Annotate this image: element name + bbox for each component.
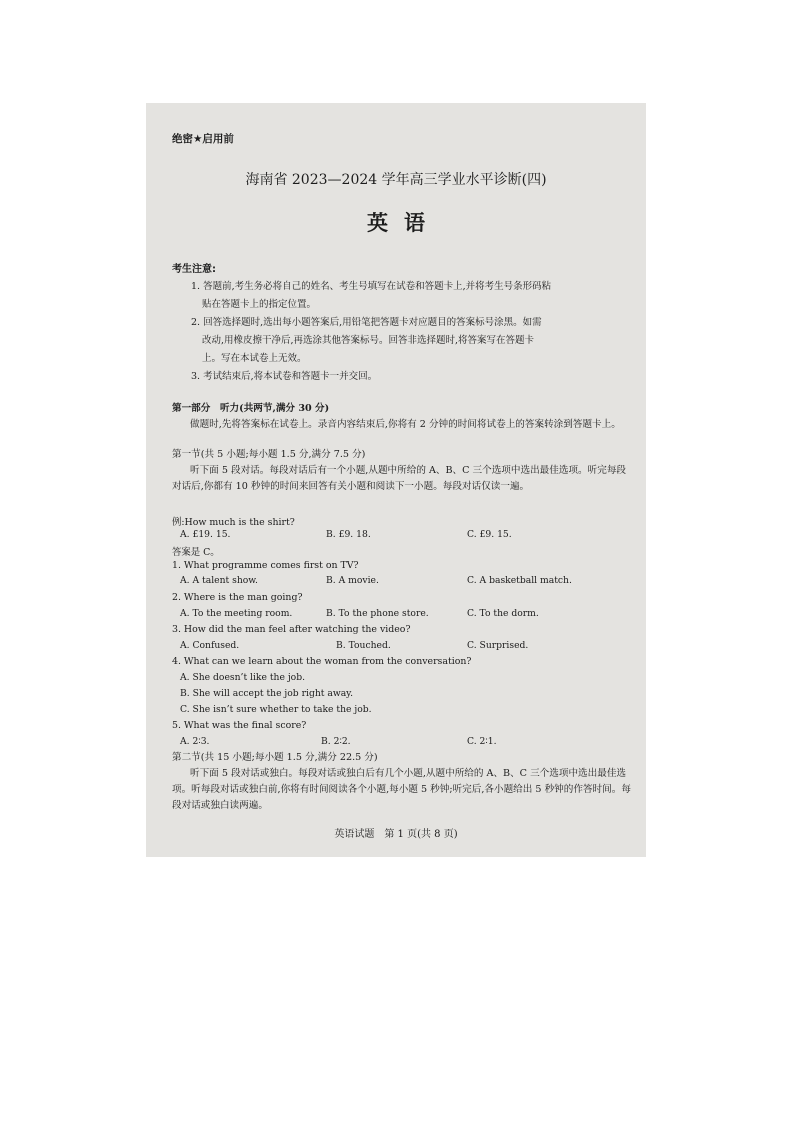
part1-heading: 第一部分 听力(共两节,满分 30 分) bbox=[172, 403, 330, 414]
notice-line: 贴在答题卡上的指定位置。 bbox=[202, 299, 317, 310]
notice-line: 1. 答题前,考生务必将自己的姓名、考生号填写在试卷和答题卡上,并将考生号条形码粘 bbox=[191, 281, 552, 292]
notice-line: 上。写在本试卷上无效。 bbox=[202, 353, 307, 364]
example-option-b: B. £9. 18. bbox=[326, 529, 371, 540]
example-question: 例:How much is the shirt? bbox=[172, 517, 295, 528]
question-2-option-b: B. To the phone store. bbox=[326, 608, 429, 619]
notice-line: 3. 考试结束后,将本试卷和答题卡一并交回。 bbox=[191, 371, 378, 382]
question-2: 2. Where is the man going? bbox=[172, 592, 303, 603]
section2-instructions: 听下面 5 段对话或独白。每段对话或独白后有几个小题,从题中所给的 A、B、C 三个选项中选出最佳选项。听每段对话或独白前,你将有时间阅读各个小题,每小题 5 秒钟;听完后,各小题给出 5 秒钟的作答时间。每段对话或独白读两遍。 bbox=[172, 768, 631, 811]
question-4-option-a: A. She doesn’t like the job. bbox=[180, 672, 306, 683]
question-3-option-b: B. Touched. bbox=[336, 640, 391, 651]
question-3: 3. How did the man feel after watching the video? bbox=[172, 624, 411, 635]
question-5-option-c: C. 2∶1. bbox=[467, 736, 497, 747]
notice-line: 改动,用橡皮擦干净后,再选涂其他答案标号。回答非选择题时,将答案写在答题卡 bbox=[202, 335, 535, 346]
question-1-option-a: A. A talent show. bbox=[180, 575, 258, 586]
exam-title: 海南省 2023—2024 学年高三学业水平诊断(四) bbox=[245, 172, 547, 188]
notice-item-3 bbox=[191, 368, 633, 386]
question-4: 4. What can we learn about the woman from the conversation? bbox=[172, 656, 472, 667]
question-5: 5. What was the final score? bbox=[172, 720, 307, 731]
subject-title: 英语 bbox=[367, 210, 441, 235]
notice-item-2 bbox=[191, 314, 633, 368]
question-3-option-a: A. Confused. bbox=[180, 640, 240, 651]
question-4-option-b: B. She will accept the job right away. bbox=[180, 688, 354, 699]
section2-heading: 第二节(共 15 小题;每小题 1.5 分,满分 22.5 分) bbox=[172, 752, 378, 763]
question-4-option-c: C. She isn’t sure whether to take the job. bbox=[180, 704, 372, 715]
page-footer: 英语试题 第 1 页(共 8 页) bbox=[334, 829, 458, 840]
question-2-option-c: C. To the dorm. bbox=[467, 608, 539, 619]
question-2-option-a: A. To the meeting room. bbox=[180, 608, 293, 619]
part1-intro: 做题时,先将答案标在试卷上。录音内容结束后,你将有 2 分钟的时间将试卷上的答案转涂到答题卡上。 bbox=[190, 419, 621, 430]
section1-instructions: 听下面 5 段对话。每段对话后有一个小题,从题中所给的 A、B、C 三个选项中选出最佳选项。听完每段对话后,你都有 10 秒钟的时间来回答有关小题和阅读下一小题。每段对话仅读一遍。 bbox=[172, 465, 627, 492]
example-option-a: A. £19. 15. bbox=[180, 529, 231, 540]
question-1-option-c: C. A basketball match. bbox=[467, 575, 572, 586]
notice-heading: 考生注意: bbox=[172, 264, 216, 275]
question-5-option-b: B. 2∶2. bbox=[321, 736, 351, 747]
exam-page-scan bbox=[146, 103, 646, 857]
question-5-option-a: A. 2∶3. bbox=[180, 736, 210, 747]
notice-line: 2. 回答选择题时,选出每小题答案后,用铅笔把答题卡对应题目的答案标号涂黑。如需 bbox=[191, 317, 542, 328]
confidential-mark: 绝密★启用前 bbox=[172, 133, 234, 145]
notice-item-1 bbox=[191, 278, 633, 314]
example-option-c: C. £9. 15. bbox=[467, 529, 512, 540]
question-3-option-c: C. Surprised. bbox=[467, 640, 529, 651]
question-1: 1. What programme comes first on TV? bbox=[172, 560, 359, 571]
question-1-option-b: B. A movie. bbox=[326, 575, 379, 586]
example-answer: 答案是 C。 bbox=[172, 547, 220, 558]
section1-heading: 第一节(共 5 小题;每小题 1.5 分,满分 7.5 分) bbox=[172, 449, 366, 460]
